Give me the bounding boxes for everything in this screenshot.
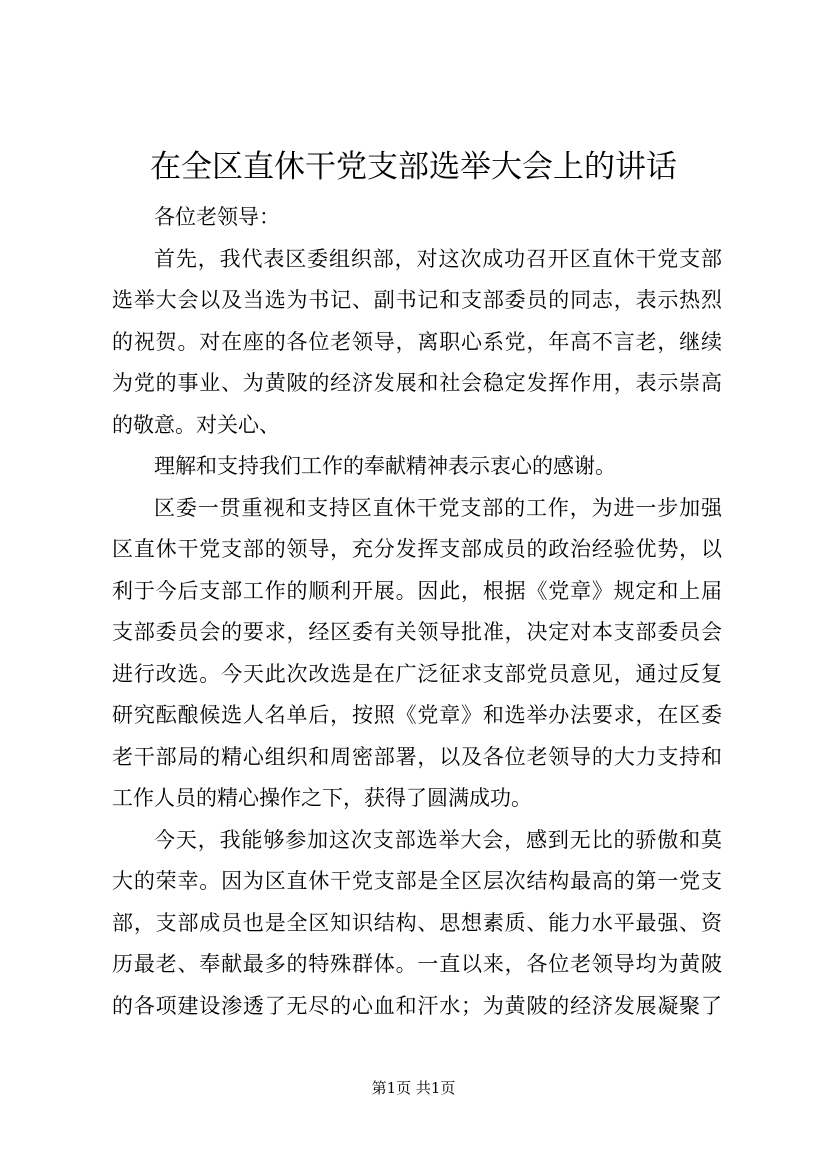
body-line: 选举大会以及当选为书记、副书记和支部委员的同志，表示热烈: [112, 288, 722, 312]
body-line: 部，支部成员也是全区知识结构、思想素质、能力水平最强、资: [112, 910, 722, 935]
body-line: 工作人员的精心操作之下，获得了圆满成功。: [112, 786, 532, 810]
body-line: 进行改选。今天此次改选是在广泛征求支部党员意见，通过反复: [112, 661, 722, 686]
body-line: 区委一贯重视和支持区直休干党支部的工作，为进一步加强: [154, 495, 722, 520]
body-line: 的敬意。对关心、: [112, 412, 280, 437]
body-line: 利于今后支部工作的顺利开展。因此，根据《党章》规定和上届: [112, 578, 722, 603]
body-line: 区直休干党支部的领导，充分发挥支部成员的政治经验优势，以: [112, 537, 722, 561]
page-footer: 第1页 共1页: [371, 1079, 456, 1097]
document-title: 在全区直休干党支部选举大会上的讲话: [150, 149, 677, 185]
body-line: 各位老领导：: [154, 205, 280, 229]
body-line: 研究酝酿候选人名单后，按照《党章》和选举办法要求，在区委: [112, 703, 722, 727]
body-line: 大的荣幸。因为区直休干党支部是全区层次结构最高的第一党支: [112, 869, 722, 893]
body-line: 的祝贺。对在座的各位老领导，离职心系党，年高不言老，继续: [112, 329, 722, 354]
body-line: 理解和支持我们工作的奉献精神表示衷心的感谢。: [154, 454, 616, 478]
body-line: 今天，我能够参加这次支部选举大会，感到无比的骄傲和莫: [154, 827, 722, 852]
body-line: 首先，我代表区委组织部，对这次成功召开区直休干党支部: [154, 246, 722, 271]
body-line: 为党的事业、为黄陂的经济发展和社会稳定发挥作用，表示崇高: [112, 371, 722, 395]
body-line: 支部委员会的要求，经区委有关领导批准，决定对本支部委员会: [112, 620, 722, 644]
body-line: 历最老、奉献最多的特殊群体。一直以来，各位老领导均为黄陂: [112, 952, 722, 976]
body-line: 老干部局的精心组织和周密部署，以及各位老领导的大力支持和: [112, 744, 722, 769]
document-body: [112, 197, 722, 1027]
body-line: 的各项建设渗透了无尽的心血和汗水；为黄陂的经济发展凝聚了: [112, 993, 722, 1018]
